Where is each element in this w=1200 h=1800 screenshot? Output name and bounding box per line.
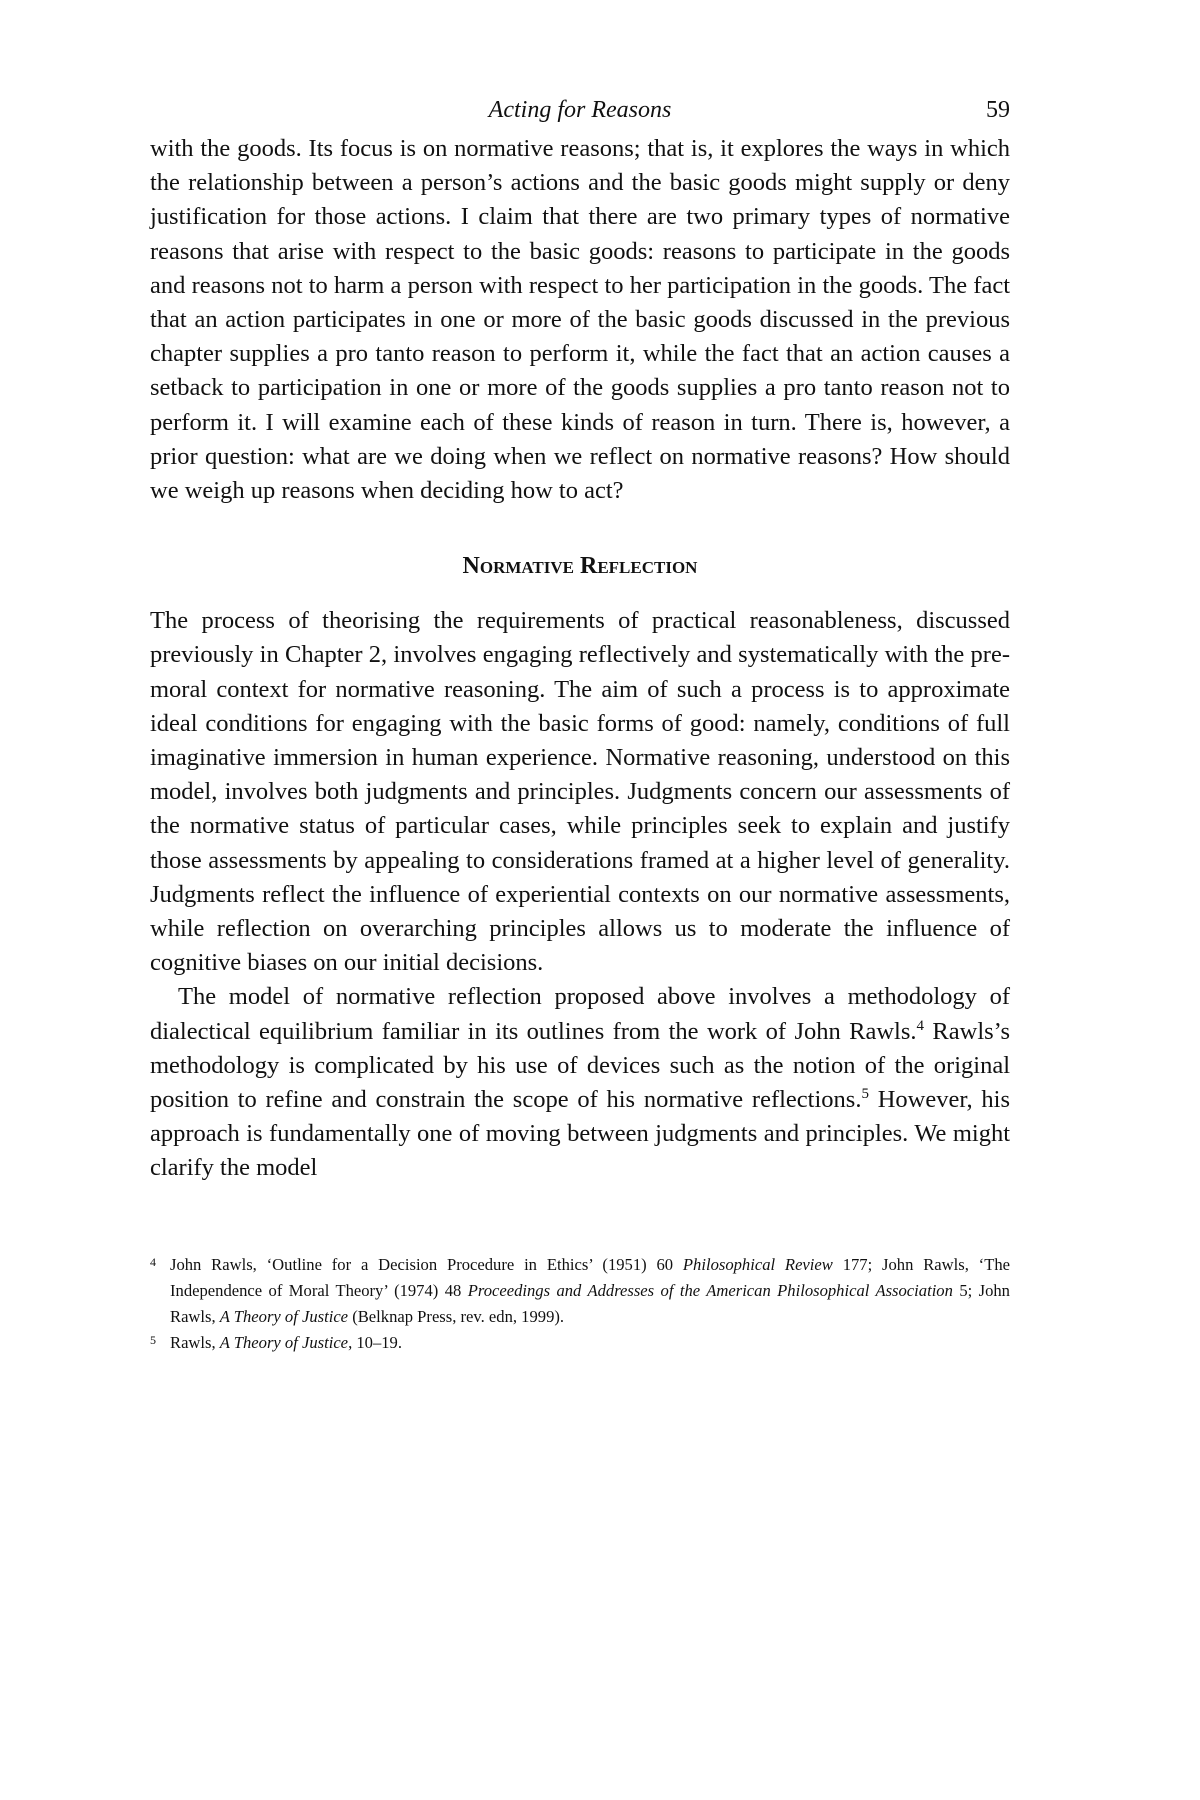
footnote-text: 5; John Rawls, (170, 1280, 1010, 1326)
footnote-mark: 4 (150, 1254, 156, 1269)
body-paragraph-3 (150, 980, 1010, 1185)
footnote-text: 177; John Rawls, ‘The Independence of Moral Theory’ (1974) 48 (170, 1254, 1010, 1300)
footnote-text: Rawls, (170, 1332, 220, 1352)
book-title: A Theory of Justice (219, 1332, 349, 1352)
journal-title: Philosophical Review (682, 1254, 833, 1274)
body-paragraph-2: The process of theorising the requirements of practical reasonableness, discussed previously in Chapter 2, involves engaging reflectively and systematically with the pre-moral context for normative reasoning. The aim of such a process is to approximate ideal conditions for engaging with the basic forms of good: namely, conditions of full imaginative immersion in human experience. Normative reasoning, understood on this model, involves both judgments and principles. Judgments concern our assessments of the normative status of particular cases, while principles seek to explain and justify those assessments by appealing to considerations framed at a higher level of generality. Judgments reflect the influence of experiential contexts on our normative assessments, while reflection on overarching principles allows us to moderate the influence of cognitive biases on our initial decisions. (150, 607, 1010, 977)
footnote-reference-5[interactable]: 5 (861, 1085, 869, 1102)
footnotes (150, 1252, 1010, 1356)
paragraph-3-text-b: Rawls’s methodology is complicated by his use of devices such as the notion of the original position to refine and constrain the scope of his normative reflections. (150, 1017, 1011, 1114)
footnote-reference-4[interactable]: 4 (916, 1017, 925, 1034)
footnote-mark: 5 (150, 1332, 156, 1347)
journal-title: Proceedings and Addresses of the American Philosophical Association (467, 1280, 953, 1300)
body-paragraph-1: with the goods. Its focus is on normative reasons; that is, it explores the ways in which the relationship between a person’s actions and the basic goods might supply or deny justification for those actions. I claim that there are two primary types of normative reasons that arise with respect to the basic goods: reasons to participate in the goods and reasons not to harm a person with respect to her participation in the goods. The fact that an action participates in one or more of the basic goods discussed in the previous chapter supplies a pro tanto reason to perform it, while the fact that an action causes a setback to participation in one or more of the goods supplies a pro tanto reason not to perform it. I will examine each of these kinds of reason in turn. There is, however, a prior question: what are we doing when we reflect on normative reasons? How should we weigh up reasons when deciding how to act? (150, 135, 1010, 505)
book-page (150, 92, 1010, 1356)
footnote-4 (150, 1252, 1010, 1330)
section-heading: Normative Reflection (462, 553, 698, 580)
running-header (150, 92, 1010, 128)
book-title: A Theory of Justice (219, 1306, 349, 1326)
footnote-5 (150, 1330, 1010, 1356)
page-number: 59 (986, 97, 1010, 123)
paragraph-3-text-c: However, his approach is fundamentally one of moving between judgments and principles. We might clarify the model (150, 1086, 1010, 1182)
footnote-text: , 10–19. (348, 1332, 402, 1352)
running-title: Acting for Reasons (488, 97, 672, 123)
footnote-text: (Belknap Press, rev. edn, 1999). (348, 1306, 565, 1326)
paragraph-3-text-a: The model of normative reflection proposed above involves a methodology of dialectical equilibrium familiar in its outlines from the work of John Rawls. (150, 983, 1010, 1045)
footnote-text: John Rawls, ‘Outline for a Decision Procedure in Ethics’ (1951) 60 (170, 1254, 683, 1274)
